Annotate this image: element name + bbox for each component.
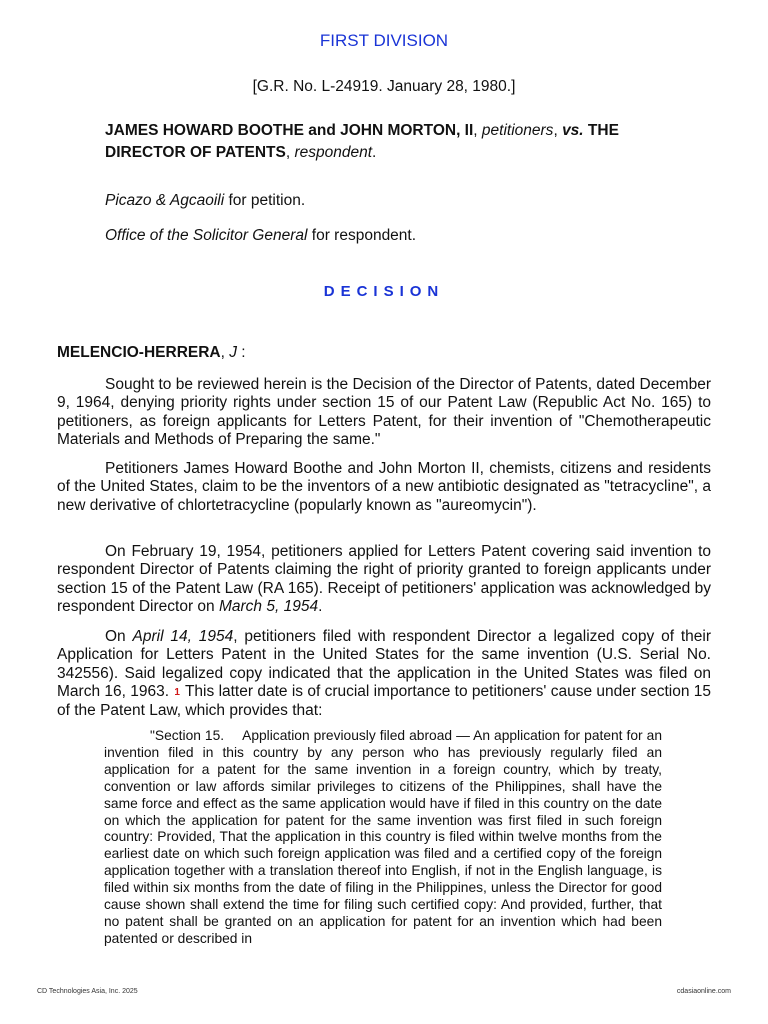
quote-section-number: "Section 15. — [150, 728, 225, 743]
versus-label: vs. — [562, 122, 584, 139]
respondent-label: respondent — [294, 144, 373, 161]
paragraph-1: Sought to be reviewed herein is the Decision of the Director of Patents, dated December 9, 1964, denying priority rights under section 15 of our Patent Law (Republic Act No. 165) to petitioners, as foreign applicants for Letters Patent, for their invention of "Chemotherapeutic Materials and Methods of Preparing the same." — [57, 376, 711, 448]
paragraph-4-date: April 14, 1954 — [132, 628, 234, 645]
paragraph-3 — [57, 543, 711, 616]
quoted-statute — [104, 728, 662, 948]
ponente — [57, 344, 246, 362]
quote-text: Application previously filed abroad — An application for patent for an invention filed in this country by any person who has previously regularly filed an application for a patent for the same invention in a foreign country, which by treaty, convention or law affords similar privileges to citizens of the Philippines, shall have the same force and effect as the same application would have if filed in this country on the date on which the application for patent for the same invention was first filed in such foreign country: Provided, That the application in this country is filed within twelve months from the earliest date on which such foreign application was filed and a certified copy of the foreign application together with a translation thereof into English, if not in the English language, is filed within six months from the date of filing in the Philippines, unless the Director for good cause shown shall extend the time for filing such certified copy: And provided, further, that no patent shall be granted on an application for patent for an invention which had been patented or described in — [104, 728, 662, 946]
paragraph-3-text: On February 19, 1954, petitioners applied for Letters Patent covering said invention to respondent Director of Patents claiming the right of priority granted to foreign applicants under section 15 of the Patent Law (RA 165). Receipt of petitioners' application was acknowledged by respondent Director on — [57, 543, 711, 615]
division-heading: FIRST DIVISION — [319, 31, 449, 50]
footer-copyright: CD Technologies Asia, Inc. 2025 — [37, 988, 138, 995]
parties-end: . — [372, 144, 377, 161]
parties-separator: , — [285, 144, 295, 161]
paragraph-3-end: . — [318, 597, 323, 615]
paragraph-2: Petitioners James Howard Boothe and John Morton II, chemists, citizens and residents of the United States, claim to be the inventors of a new antibiotic designated as "tetracycline", a new derivative of chlortetracycline (popularly known as "aureomycin"). — [57, 460, 711, 514]
respondent-counsel-name: Office of the Solicitor General — [105, 227, 308, 244]
petitioners-names: JAMES HOWARD BOOTHE and JOHN MORTON, II — [105, 122, 474, 139]
ponente-separator: , — [220, 344, 230, 361]
paragraph-4-text-end: This latter date is of crucial importance to petitioners' cause under section 15 of the Patent Law, which provides that: — [57, 682, 711, 720]
paragraph-4 — [57, 628, 711, 720]
case-parties — [105, 120, 685, 164]
petitioner-counsel-suffix: for petition. — [224, 192, 306, 209]
petitioner-counsel-name: Picazo & Agcaoili — [105, 192, 225, 209]
parties-separator: , — [473, 122, 482, 139]
paragraph-4-text-start: On — [105, 628, 133, 645]
footer-site: cdasiaonline.com — [676, 988, 731, 995]
footnote-link-1[interactable]: 1 — [174, 686, 180, 698]
petitioners-label: petitioners — [481, 122, 554, 139]
paragraph-4-text-middle: , petitioners filed with respondent Director a legalized copy of their Application for Letters Patent in the United States for the same invention (U.S. Serial No. 342556). Said legalized copy indicated that the application in the United States was filed on March 16, 1963. — [57, 628, 711, 700]
ponente-title: J — [229, 344, 237, 361]
ponente-name: MELENCIO-HERRERA — [57, 344, 221, 361]
parties-separator: , — [553, 122, 563, 139]
petitioner-counsel — [105, 192, 705, 210]
respondent-counsel-suffix: for respondent. — [307, 227, 417, 244]
decision-heading: DECISION — [323, 283, 445, 300]
respondent-counsel — [105, 227, 705, 245]
case-number: [G.R. No. L-24919. January 28, 1980.] — [252, 78, 516, 95]
ponente-colon: : — [237, 344, 246, 361]
respondent-name: THE DIRECTOR OF PATENTS — [105, 122, 619, 161]
paragraph-3-date: March 5, 1954 — [218, 597, 319, 615]
